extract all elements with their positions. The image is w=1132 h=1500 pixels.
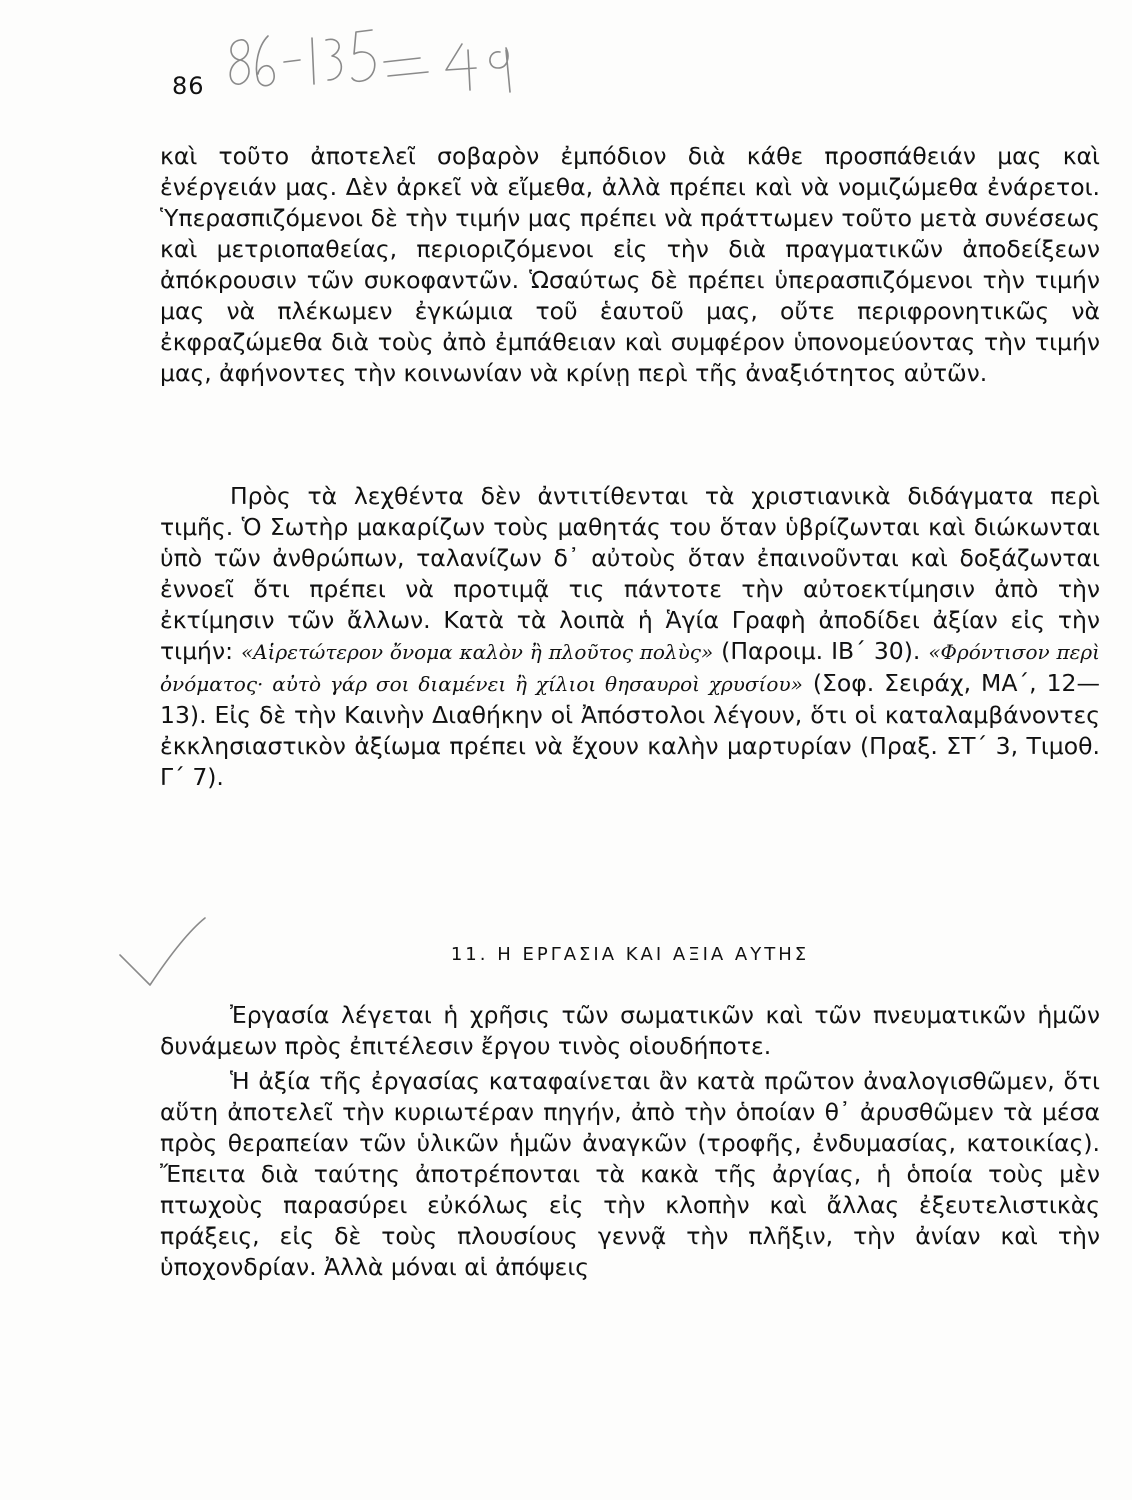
scripture-reference-2: (Σοφ. Σειράχ, ΜΑ΄, 12—13). Εἰς δὲ τὴν Καινὴν Διαθήκην οἱ Ἀπόστολοι λέγουν, ὅτι οἱ καταλαμβάνοντες ἐκκλησιαστικὸν ἀξίωμα πρέπει νὰ ἔχουν καλὴν μαρτυρίαν (Πραξ. ΣΤ΄ 3, Τιμοθ. Γ΄ 7). bbox=[160, 669, 1100, 791]
paragraph-3 bbox=[160, 1000, 1100, 1062]
paragraph-3-text: Ἐργασία λέγεται ἡ χρῆσις τῶν σωματικῶν καὶ τῶν πνευματικῶν ἡμῶν δυνάμεων πρὸς ἐπιτέλεσιν ἔργου τινὸς οἱουδήποτε. bbox=[160, 1001, 1100, 1060]
paragraph-1 bbox=[160, 141, 1100, 389]
paragraph-2 bbox=[160, 481, 1100, 793]
paragraph-4 bbox=[160, 1066, 1100, 1283]
scripture-quote-2: «Φρόντισον περὶ ὀνόματος· αὐτὸ γάρ σοι διαμένει ἢ χίλιοι θησαυροὶ χρυσίου» bbox=[160, 640, 1100, 696]
paragraph-1-text: καὶ τοῦτο ἀποτελεῖ σοβαρὸν ἐμπόδιον διὰ κάθε προσπάθειάν μας καὶ ἐνέργειάν μας. Δὲν ἀρκεῖ νὰ εἴμεθα, ἀλλὰ πρέπει καὶ νὰ νομιζώμεθα ἐνάρετοι. Ὑπερασπιζόμενοι δὲ τὴν τιμήν μας πρέπει νὰ πράττωμεν τοῦτο μετὰ συνέσεως καὶ μετριοπαθείας, περιοριζόμενοι εἰς τὴν διὰ πραγματικῶν ἀποδείξεων ἀπόκρουσιν τῶν συκοφαντῶν. Ὡσαύτως δὲ πρέπει ὑπερασπιζόμενοι τὴν τιμήν μας νὰ πλέκωμεν ἐγκώμια τοῦ ἑαυτοῦ μας, οὔτε περιφρονητικῶς νὰ ἐκφραζώμεθα διὰ τοὺς ἀπὸ ἐμπάθειαν καὶ συμφέρον ὑπονομεύοντας τὴν τιμήν μας, ἀφήνοντες τὴν κοινωνίαν νὰ κρίνῃ περὶ τῆς ἀναξιότητος αὐτῶν. bbox=[160, 142, 1100, 387]
section-heading: 11. Η ΕΡΓΑΣΙΑ ΚΑΙ ΑΞΙΑ ΑΥΤΗΣ bbox=[450, 944, 810, 965]
paragraph-2-intro: Πρὸς τὰ λεχθέντα δὲν ἀντιτίθενται τὰ χριστιανικὰ διδάγματα περὶ τιμῆς. Ὁ Σωτὴρ μακαρίζων τοὺς μαθητάς του ὅταν ὑβρίζωνται καὶ διώκωνται ὑπὸ τῶν ἀνθρώπων, ταλανίζων δ᾽ αὐτοὺς ὅταν ἐπαινοῦνται καὶ δοξάζωνται ἐννοεῖ ὅτι πρέπει νὰ προτιμᾷ τις πάντοτε τὴν αὐτοεκτίμησιν ἀπὸ τὴν ἐκτίμησιν τῶν ἄλλων. Κατὰ τὰ λοιπὰ ἡ Ἁγία Γραφὴ ἀποδίδει ἀξίαν εἰς τὴν τιμήν: bbox=[160, 482, 1100, 665]
scripture-quote-1: «Αἱρετώτερον ὄνομα καλὸν ἢ πλοῦτος πολὺς» bbox=[240, 640, 714, 664]
page-number: 86 bbox=[172, 72, 205, 100]
paragraph-4-text: Ἡ ἀξία τῆς ἐργασίας καταφαίνεται ἂν κατὰ πρῶτον ἀναλογισθῶμεν, ὅτι αὕτη ἀποτελεῖ τὴν κυριωτέραν πηγήν, ἀπὸ τὴν ὁποίαν θ᾽ ἀρυσθῶμεν τὰ μέσα πρὸς θεραπείαν τῶν ὑλικῶν ἡμῶν ἀναγκῶν (τροφῆς, ἐνδυμασίας, κατοικίας). Ἔπειτα διὰ ταύτης ἀποτρέπονται τὰ κακὰ τῆς ἀργίας, ἡ ὁποία τοὺς μὲν πτωχοὺς παρασύρει εὐκόλως εἰς τὴν κλοπὴν καὶ ἄλλας ἐξευτελιστικὰς πράξεις, εἰς δὲ τοὺς πλουσίους γεννᾷ τὴν πλῆξιν, τὴν ἀνίαν καὶ τὴν ὑποχονδρίαν. Ἀλλὰ μόναι αἱ ἀπόψεις bbox=[160, 1067, 1100, 1281]
scripture-reference-1: (Παροιμ. ΙΒ΄ 30). bbox=[721, 637, 921, 665]
